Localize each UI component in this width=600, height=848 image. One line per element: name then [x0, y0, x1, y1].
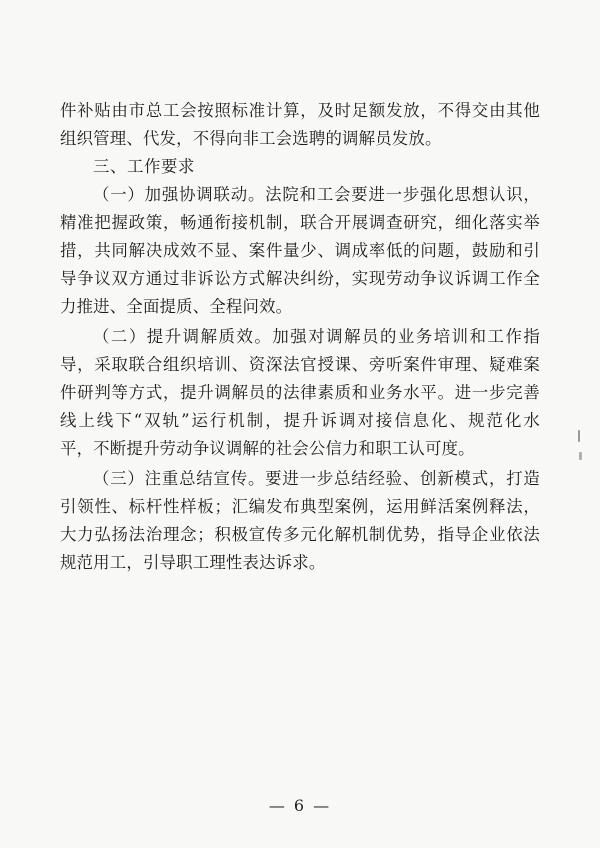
text-line: 措，共同解决成效不显、案件量少、调成率低的问题，鼓励和引	[60, 241, 540, 260]
text-line: 导争议双方通过非诉讼方式解决纠纷，实现劳动争议诉调工作全	[60, 269, 540, 288]
paragraph-first-line	[60, 323, 540, 351]
scan-artifact	[578, 430, 580, 442]
text-line: 精准把握政策，畅通衔接机制，联合开展调查研究，细化落实举	[60, 213, 540, 232]
text-line: 大力弘扬法治理念；积极宣传多元化解机制优势，指导企业依法	[60, 525, 540, 544]
text-line: 件研判等方式，提升调解员的法律素质和业务水平。进一步完善	[60, 383, 540, 402]
text-line: 引领性、标杆性样板；汇编发布典型案例，运用鲜活案例释法，	[60, 497, 540, 516]
text-span: 加强对调解员的业务培训和工作指	[272, 327, 541, 346]
text-span: 要进一步总结经验、创新模式，打造	[265, 469, 541, 488]
page-number: — 6 —	[268, 796, 332, 815]
text-line: 平，不断提升劳动争议调解的社会公信力和职工认可度。	[60, 439, 475, 458]
subheading: （三）注重总结宣传。	[93, 469, 266, 488]
text-line: 导，采取联合组织培训、资深法官授课、旁听案件审理、疑难案	[60, 355, 540, 374]
subheading: （二）提升调解质效。	[93, 327, 273, 346]
text-line: 线上线下“双轨”运行机制，提升诉调对接信息化、规范化水	[60, 411, 540, 430]
scan-artifact	[579, 452, 582, 460]
document-body	[60, 97, 540, 577]
text-line: 件补贴由市总工会按照标准计算，及时足额发放，不得交由其他	[60, 101, 540, 120]
text-span: 法院和工会要进一步强化思想认识，	[265, 185, 541, 204]
section-heading: 三、工作要求	[93, 157, 195, 176]
subheading: （一）加强协调联动。	[93, 185, 266, 204]
text-line: 规范用工，引导职工理性表达诉求。	[60, 553, 326, 572]
text-line: 组织管理、代发，不得向非工会选聘的调解员发放。	[60, 129, 442, 148]
paragraph-first-line	[60, 465, 540, 493]
paragraph-first-line	[60, 181, 540, 209]
text-line: 力推进、全面提质、全程问效。	[60, 297, 293, 316]
